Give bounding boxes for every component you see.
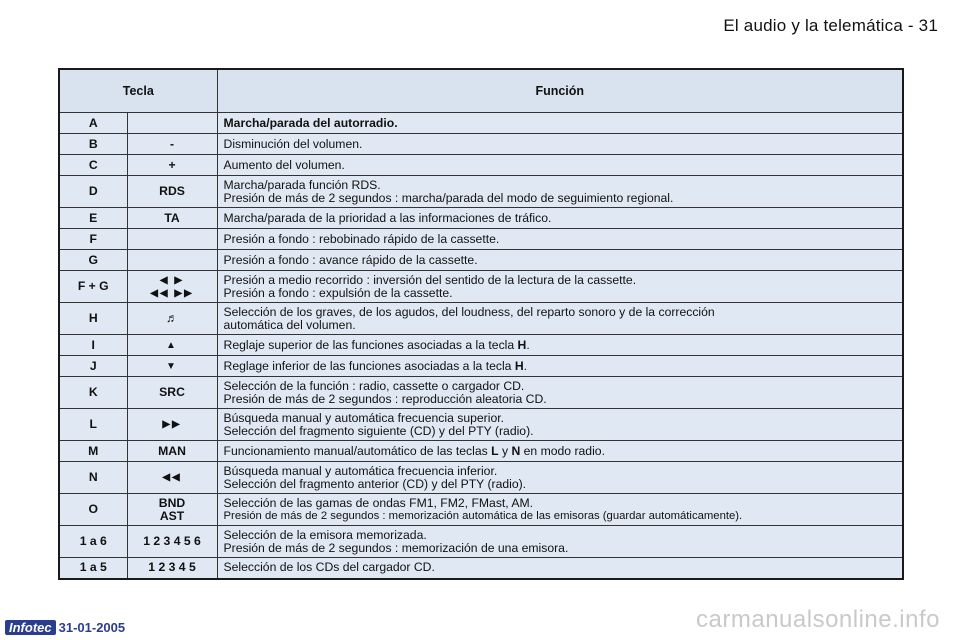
function-cell	[217, 377, 903, 409]
symbol-cell	[127, 271, 217, 303]
key-cell: F	[59, 229, 127, 250]
function-text: Reglaje superior de las funciones asociadas a la tecla	[223, 337, 518, 352]
key-cell: A	[59, 113, 127, 134]
function-line: Presión de más de 2 segundos : marcha/parada del modo de seguimiento regional.	[223, 190, 674, 205]
symbol-cell: MAN	[127, 441, 217, 462]
symbol-cell: SRC	[127, 377, 217, 409]
key-cell: B	[59, 134, 127, 155]
key-cell: H	[59, 303, 127, 335]
table-row	[59, 250, 903, 271]
function-cell	[217, 271, 903, 303]
table-row	[59, 558, 903, 579]
function-cell	[217, 176, 903, 208]
table-row	[59, 208, 903, 229]
function-cell: Disminución del volumen.	[217, 134, 903, 155]
function-line: Selección de los graves, de los agudos, del loudness, del reparto sonoro y de la corrección	[223, 304, 715, 319]
symbol-cell	[127, 113, 217, 134]
function-text: .	[526, 337, 530, 352]
table-header-row	[59, 69, 903, 113]
function-line: Presión a medio recorrido : inversión del sentido de la lectura de la cassette.	[223, 272, 637, 287]
table-row	[59, 271, 903, 303]
table-row	[59, 526, 903, 558]
function-line: Presión de más de 2 segundos : reproducción aleatoria CD.	[223, 391, 547, 406]
function-key-ref: L	[491, 443, 499, 458]
arrow-down-icon: ▼	[127, 356, 217, 377]
reverse-forward-icon: ◀ ▶	[159, 274, 185, 286]
function-cell	[217, 494, 903, 526]
table-row	[59, 229, 903, 250]
function-key-ref: H	[517, 337, 527, 352]
table-row	[59, 462, 903, 494]
function-cell: Marcha/parada del autorradio.	[217, 113, 903, 134]
function-line: Búsqueda manual y automática frecuencia inferior.	[223, 463, 498, 478]
footer-date: 31-01-2005	[58, 619, 126, 635]
symbol-cell: +	[127, 155, 217, 176]
function-line: Selección de las gamas de ondas FM1, FM2, FMast, AM.	[223, 495, 534, 510]
function-text: Funcionamiento manual/automático de las teclas	[223, 443, 492, 458]
footer-logo-block	[5, 619, 125, 635]
keys-table-container	[58, 68, 902, 580]
function-line: Presión de más de 2 segundos : memorización de una emisora.	[223, 540, 569, 555]
function-key-ref: H	[514, 358, 524, 373]
key-cell: D	[59, 176, 127, 208]
key-cell: C	[59, 155, 127, 176]
arrow-up-icon: ▲	[127, 335, 217, 356]
function-line: Selección de la emisora memorizada.	[223, 527, 427, 542]
function-line: Búsqueda manual y automática frecuencia superior.	[223, 410, 504, 425]
seek-backward-icon: ◀◀	[127, 462, 217, 494]
fast-rewind-forward-icon: ◀◀ ▶▶	[150, 287, 194, 299]
header-function: Función	[217, 69, 903, 113]
function-text: y	[498, 443, 512, 458]
function-text: en modo radio.	[520, 443, 605, 458]
header-key: Tecla	[59, 69, 217, 113]
function-cell	[217, 409, 903, 441]
table-row	[59, 155, 903, 176]
music-note-icon: ♬	[127, 303, 217, 335]
symbol-cell	[127, 250, 217, 271]
key-cell: I	[59, 335, 127, 356]
watermark: carmanualsonline.info	[696, 606, 940, 633]
symbol-cell	[127, 229, 217, 250]
function-text: .	[523, 358, 528, 373]
key-cell: N	[59, 462, 127, 494]
function-cell	[217, 462, 903, 494]
key-cell: 1 a 6	[59, 526, 127, 558]
table-row	[59, 409, 903, 441]
symbol-cell: RDS	[127, 176, 217, 208]
function-line: Presión de más de 2 segundos : memorización automática de las emisoras (guardar automáticamente).	[223, 509, 743, 522]
page-header: El audio y la telemática - 31	[723, 16, 938, 35]
function-line: Selección del fragmento siguiente (CD) y del PTY (radio).	[223, 423, 534, 438]
function-cell: Selección de los CDs del cargador CD.	[217, 558, 903, 579]
table-row	[59, 134, 903, 155]
keys-function-table	[58, 68, 904, 580]
infotec-logo: Infotec	[5, 620, 56, 635]
key-cell: K	[59, 377, 127, 409]
key-cell: G	[59, 250, 127, 271]
key-cell: J	[59, 356, 127, 377]
table-row	[59, 113, 903, 134]
table-row	[59, 335, 903, 356]
function-text: Reglage inferior de las funciones asociadas a la tecla	[223, 358, 515, 373]
function-cell: Aumento del volumen.	[217, 155, 903, 176]
function-cell	[217, 335, 903, 356]
key-cell: M	[59, 441, 127, 462]
function-cell	[217, 441, 903, 462]
function-line: Selección del fragmento anterior (CD) y del PTY (radio).	[223, 476, 527, 491]
table-row	[59, 303, 903, 335]
key-cell: 1 a 5	[59, 558, 127, 579]
key-cell: L	[59, 409, 127, 441]
seek-forward-icon: ▶▶	[127, 409, 217, 441]
function-key-ref: N	[511, 443, 521, 458]
key-cell: F + G	[59, 271, 127, 303]
table-row	[59, 356, 903, 377]
function-cell: Marcha/parada de la prioridad a las informaciones de tráfico.	[217, 208, 903, 229]
symbol-cell: TA	[127, 208, 217, 229]
function-line: Marcha/parada función RDS.	[223, 177, 381, 192]
symbol-cell	[127, 494, 217, 526]
function-cell	[217, 526, 903, 558]
function-line: Selección de la función : radio, cassette o cargador CD.	[223, 378, 525, 393]
symbol-cell: -	[127, 134, 217, 155]
function-cell	[217, 356, 903, 377]
symbol-cell: 1 2 3 4 5 6	[127, 526, 217, 558]
function-cell	[217, 303, 903, 335]
symbol-line: BND	[158, 495, 186, 510]
function-cell: Presión a fondo : avance rápido de la cassette.	[217, 250, 903, 271]
function-cell: Presión a fondo : rebobinado rápido de la cassette.	[217, 229, 903, 250]
symbol-line: AST	[159, 508, 185, 523]
key-cell: E	[59, 208, 127, 229]
table-row	[59, 377, 903, 409]
table-row	[59, 494, 903, 526]
key-cell: O	[59, 494, 127, 526]
table-row	[59, 176, 903, 208]
table-row	[59, 441, 903, 462]
function-line: automática del volumen.	[223, 317, 356, 332]
symbol-cell: 1 2 3 4 5	[127, 558, 217, 579]
function-line: Presión a fondo : expulsión de la cassette.	[223, 285, 453, 300]
